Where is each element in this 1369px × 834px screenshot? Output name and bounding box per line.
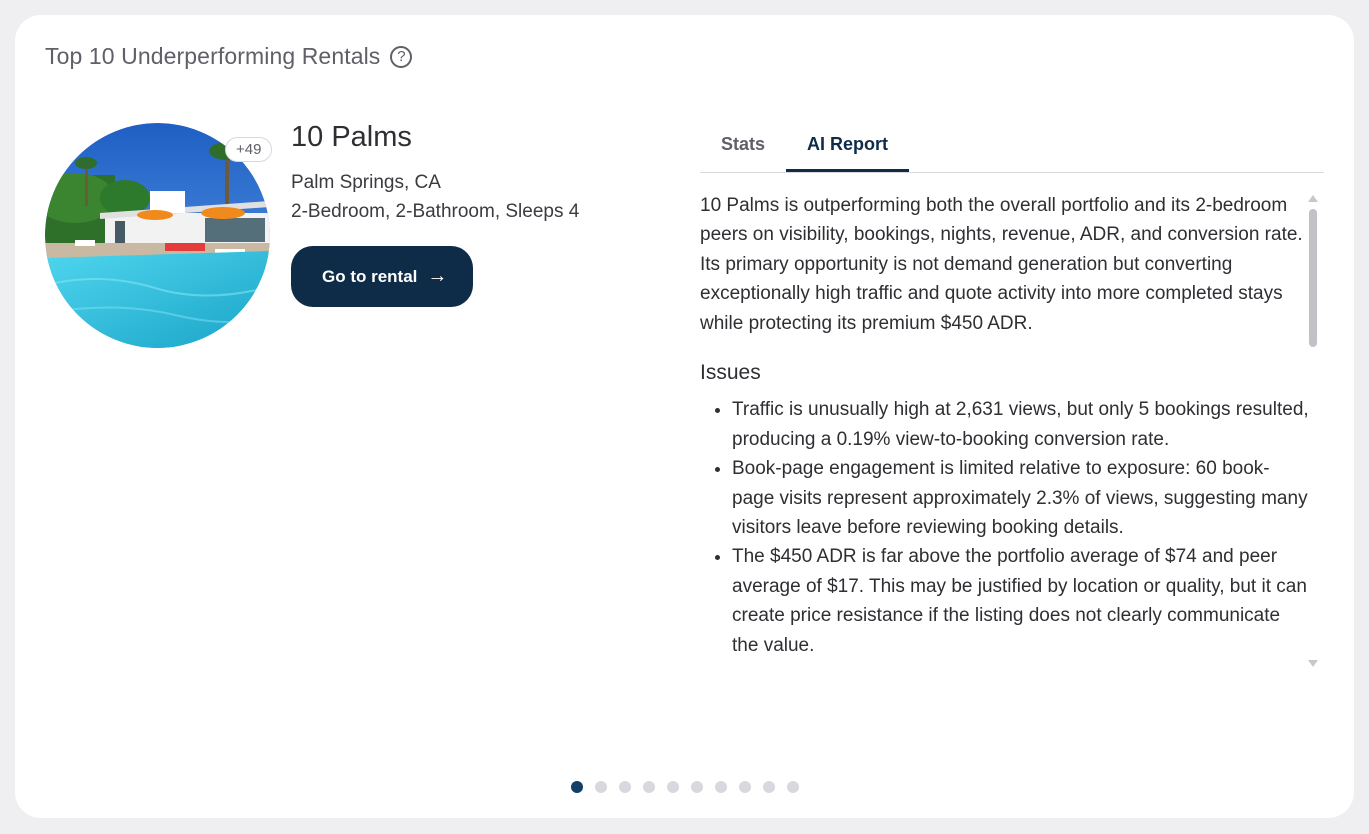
arrow-right-icon: → xyxy=(427,265,448,287)
rental-info xyxy=(291,121,579,307)
ai-report-content[interactable] xyxy=(700,191,1310,671)
page-dot-1[interactable] xyxy=(571,781,583,793)
issues-list xyxy=(700,395,1310,660)
issue-item: • Book-page engagement is limited relative to exposure: 60 book-page visits represent approximately 2.3% of views, suggesting many visitors leave before reviewing booking details. xyxy=(732,454,1310,542)
photo-count-badge[interactable]: +49 xyxy=(225,137,272,162)
report-summary: 10 Palms is outperforming both the overall portfolio and its 2-bedroom peers on visibility, bookings, nights, revenue, ADR, and conversion rate. Its primary opportunity is not demand generation but converting exceptionally high traffic and quote activity into more completed stays while protecting its premium $450 ADR. xyxy=(700,195,1303,334)
card-header xyxy=(45,43,412,70)
page-dot-6[interactable] xyxy=(691,781,703,793)
rental-location: Palm Springs, CA xyxy=(291,172,441,193)
page-dot-5[interactable] xyxy=(667,781,679,793)
page-dot-10[interactable] xyxy=(787,781,799,793)
scroll-up-arrow-icon[interactable] xyxy=(1308,195,1318,202)
report-tabs xyxy=(700,127,1324,173)
issue-item: • Traffic is unusually high at 2,631 views, but only 5 bookings resulted, producing a 0.19% view-to-booking conversion rate. xyxy=(732,395,1310,454)
page-dot-3[interactable] xyxy=(619,781,631,793)
page-dot-7[interactable] xyxy=(715,781,727,793)
rental-specs: 2-Bedroom, 2-Bathroom, Sleeps 4 xyxy=(291,201,580,222)
page-dot-4[interactable] xyxy=(643,781,655,793)
issues-heading: Issues xyxy=(700,361,761,385)
tab-stats[interactable]: Stats xyxy=(721,134,766,154)
page-dot-2[interactable] xyxy=(595,781,607,793)
pagination-dots xyxy=(571,781,799,793)
issue-item: • The $450 ADR is far above the portfolio average of $74 and peer average of $17. This may be justified by location or quality, but it can create price resistance if the listing does not clearly communicate the value. xyxy=(732,542,1310,660)
go-to-rental-label: Go to rental xyxy=(322,266,418,286)
page-dot-9[interactable] xyxy=(763,781,775,793)
rental-name: 10 Palms xyxy=(291,121,412,153)
scroll-down-arrow-icon[interactable] xyxy=(1308,660,1318,667)
help-icon[interactable]: ? xyxy=(390,46,412,68)
tab-ai-report[interactable]: AI Report xyxy=(786,127,909,172)
scroll-thumb[interactable] xyxy=(1309,209,1317,347)
report-scrollbar[interactable] xyxy=(1307,193,1319,669)
go-to-rental-button[interactable] xyxy=(291,246,473,307)
rental-photo-container[interactable] xyxy=(45,123,270,348)
page-dot-8[interactable] xyxy=(739,781,751,793)
card-title: Top 10 Underperforming Rentals xyxy=(45,43,381,69)
underperforming-rentals-card xyxy=(15,15,1354,818)
